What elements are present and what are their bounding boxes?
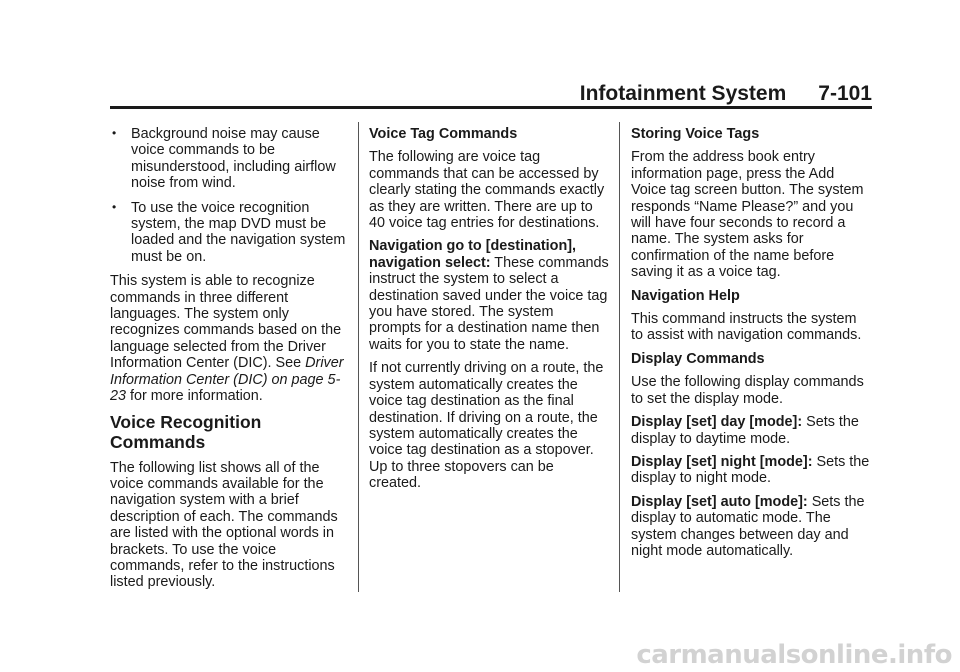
subheading: Navigation Help — [631, 287, 740, 304]
paragraph: This command instructs the system to assist with navigation commands. — [631, 311, 862, 344]
watermark: carmanualsonline.info — [636, 640, 952, 670]
cross-reference-link[interactable]: Driver Information Center (DIC) on page 5-23 — [110, 355, 344, 405]
paragraph: The following are voice tag commands that can be accessed by clearly stating the commands exactly as they are written. There are up to 40 voice tag entries for destinations. — [369, 149, 605, 232]
command-entry: Navigation go to [destination], navigation select: These commands instruct the system to select a destination saved under the voice tag you have stored. The system prompts for a destination name then waits for you to state the name. — [369, 238, 609, 353]
column-3 — [631, 126, 871, 566]
column-divider — [619, 122, 620, 592]
subheading: Voice Tag Commands — [369, 126, 518, 142]
paragraph: If not currently driving on a route, the system automatically creates the voice tag destination as the final destination. If driving on a route, the system automatically creates the voice tag destination as a stopover. Up to three stopovers can be created. — [369, 360, 604, 492]
paragraph: The following list shows all of the voice commands available for the navigation system with a brief description of each. The commands are listed with the optional words in brackets. To use the voice commands, refer to the instructions listed previously. — [110, 459, 338, 591]
subheading: Storing Voice Tags — [631, 126, 760, 142]
bullet-icon: • — [112, 126, 117, 140]
command-entry: Display [set] night [mode]: Sets the display to night mode. — [631, 453, 870, 487]
paragraph: Use the following display commands to set the display mode. — [631, 374, 864, 407]
column-2 — [369, 126, 609, 499]
paragraph: This system is able to recognize commands in three different languages. The system only recognizes commands based on the language selected from the Driver Information Center (DIC). See Driver Information Center (DIC) on page 5-23 for more information. — [110, 273, 344, 405]
subheading: Display Commands — [631, 350, 765, 367]
bullet-item: • Background noise may cause voice commands to be misunderstood, including airflow noise from wind. — [112, 126, 336, 192]
column-divider — [358, 122, 359, 592]
command-entry: Display [set] auto [mode]: Sets the display to automatic mode. The system changes between day and night mode automatically. — [631, 493, 865, 559]
section-heading: Voice Recognition Commands — [110, 411, 262, 452]
page-number: 7-101 — [818, 82, 872, 105]
paragraph: From the address book entry information page, press the Add Voice tag screen button. The system responds “Name Please?” and you will have four seconds to record a name. The system asks for confirmation of the name before saving it as a voice tag. — [631, 149, 864, 281]
header-rule — [110, 106, 872, 109]
page-header — [110, 82, 872, 106]
section-title: Infotainment System — [579, 82, 787, 105]
bullet-item: • To use the voice recognition system, the map DVD must be loaded and the navigation system must be on. — [112, 199, 346, 265]
bullet-icon: • — [112, 199, 117, 214]
column-1 — [110, 126, 350, 598]
command-entry: Display [set] day [mode]: Sets the display to daytime mode. — [631, 414, 859, 447]
